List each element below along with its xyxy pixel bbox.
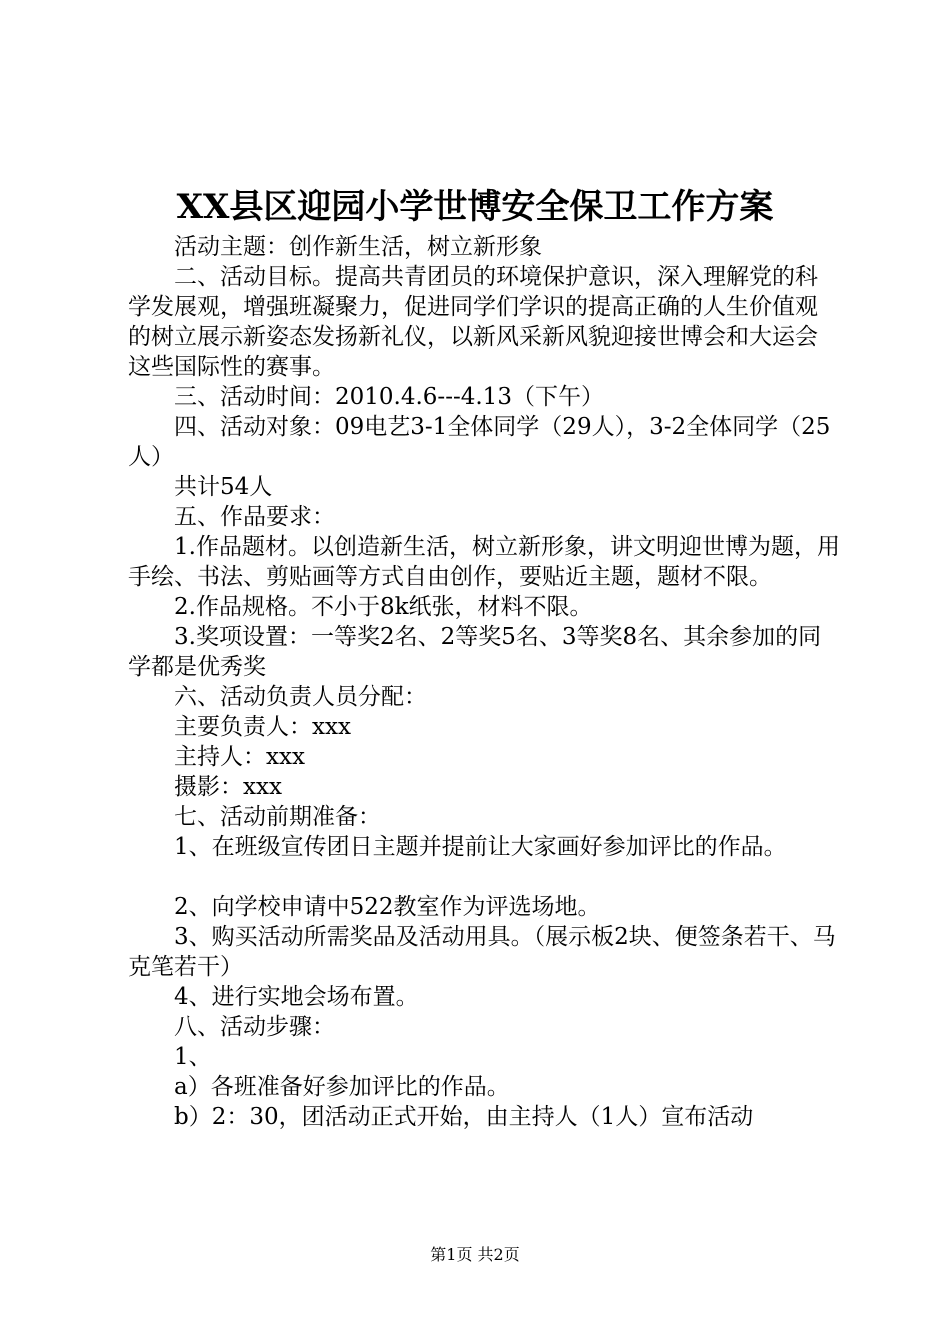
paragraph-prep-1: 1、在班级宣传团日主题并提前让大家画好参加评比的作品。: [174, 834, 787, 860]
paragraph-step-a: a）各班准备好参加评比的作品。: [174, 1074, 510, 1100]
paragraph-step-b: b）2：30，团活动正式开始，由主持人（1人）宣布活动: [174, 1104, 754, 1130]
paragraph-host: 主持人：xxx: [174, 744, 305, 770]
paragraph-staff: 六、活动负责人员分配：: [174, 684, 427, 710]
document-title: XX县区迎园小学世博安全保卫工作方案: [176, 187, 774, 227]
page-number-footer: 第1页 共2页: [430, 1245, 520, 1264]
paragraph-work-spec: 2.作品规格。不小于8k纸张，材料不限。: [174, 594, 593, 620]
paragraph-total: 共计54人: [174, 474, 273, 500]
paragraph-steps: 八、活动步骤：: [174, 1014, 335, 1040]
paragraph-activity-theme: 活动主题：创作新生活，树立新形象: [174, 234, 542, 260]
paragraph-work-requirements: 五、作品要求：: [174, 504, 335, 530]
paragraph-photography: 摄影：xxx: [174, 774, 282, 800]
paragraph-awards: 3.奖项设置：一等奖2名、2等奖5名、3等奖8名、其余参加的同学都是优秀奖: [128, 624, 822, 680]
paragraph-activity-target: 四、活动对象：09电艺3-1全体同学（29人），3-2全体同学（25人）: [128, 414, 831, 470]
paragraph-prep-3: 3、购买活动所需奖品及活动用具。（展示板2块、便签条若干、马克笔若干）: [128, 924, 836, 980]
paragraph-step-1: 1、: [174, 1044, 212, 1070]
paragraph-work-subject: 1.作品题材。以创造新生活，树立新形象，讲文明迎世博为题，用手绘、书法、剪贴画等方式自由创作，要贴近主题，题材不限。: [128, 534, 840, 590]
paragraph-main-lead: 主要负责人：xxx: [174, 714, 351, 740]
paragraph-preparation: 七、活动前期准备：: [174, 804, 381, 830]
paragraph-prep-2: 2、向学校申请中522教室作为评选场地。: [174, 894, 601, 920]
paragraph-prep-4: 4、进行实地会场布置。: [174, 984, 419, 1010]
paragraph-activity-time: 三、活动时间：2010.4.6---4.13（下午）: [174, 384, 604, 410]
document-body: [128, 232, 840, 1132]
paragraph-activity-goal: 二、活动目标。提高共青团员的环境保护意识，深入理解党的科学发展观，增强班凝聚力，促进同学们学识的提高正确的人生价值观的树立展示新姿态发扬新礼仪，以新风采新风貌迎接世博会和大运会这些国际性的赛事。: [128, 264, 818, 380]
